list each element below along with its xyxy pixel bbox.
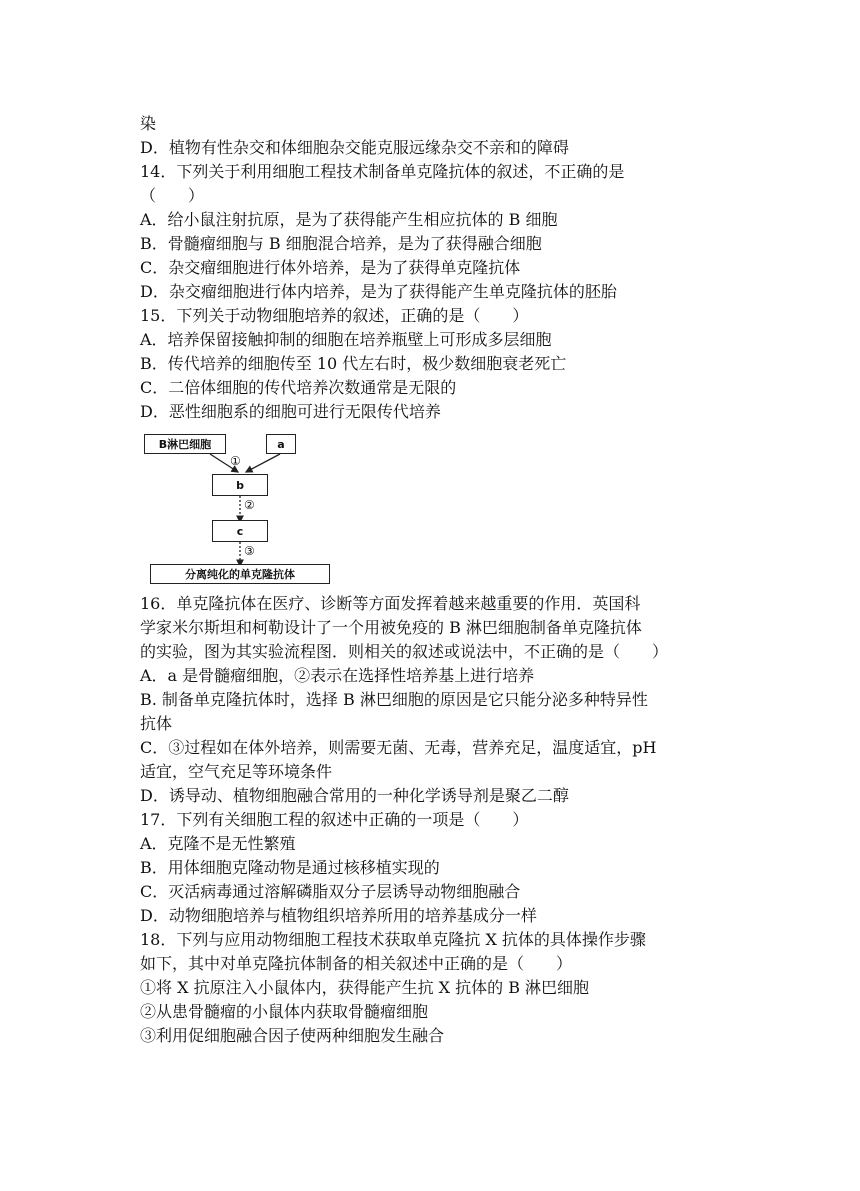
text-line: D．恶性细胞系的细胞可进行无限传代培养: [140, 402, 441, 421]
text-line: 适宜，空气充足等环境条件: [140, 762, 333, 781]
box-b-lymphocyte: B淋巴细胞: [144, 434, 226, 454]
step-1-label: ①: [230, 454, 241, 468]
text-line: A．给小鼠注射抗原，是为了获得能产生相应抗体的 B 细胞: [140, 210, 558, 229]
box-result-antibody: 分离纯化的单克隆抗体: [150, 564, 330, 584]
text-line: B．骨髓瘤细胞与 B 细胞混合培养，是为了获得融合细胞: [140, 234, 542, 253]
text-line: D．植物有性杂交和体细胞杂交能克服远缘杂交不亲和的障碍: [140, 138, 569, 157]
text-line: C．灭活病毒通过溶解磷脂双分子层诱导动物细胞融合: [140, 882, 521, 901]
question-block-14-15: [140, 112, 730, 424]
text-line: 学家米尔斯坦和柯勒设计了一个用被免疫的 B 淋巴细胞制备单克隆抗体: [140, 618, 642, 637]
text-line: ①将 X 抗原注入小鼠体内，获得能产生抗 X 抗体的 B 淋巴细胞: [140, 978, 590, 997]
text-line: B．传代培养的细胞传至 10 代左右时，极少数细胞衰老死亡: [140, 354, 567, 373]
text-line: ②从患骨髓瘤的小鼠体内获取骨髓瘤细胞: [140, 1002, 429, 1021]
text-line: D．动物细胞培养与植物组织培养所用的培养基成分一样: [140, 906, 537, 925]
text-line: 17．下列有关细胞工程的叙述中正确的一项是（ ）: [140, 810, 529, 829]
text-line: ③利用促细胞融合因子使两种细胞发生融合: [140, 1026, 445, 1045]
text-line: 14．下列关于利用细胞工程技术制备单克隆抗体的叙述，不正确的是: [140, 162, 625, 181]
text-line: C．③过程如在体外培养，则需要无菌、无毒，营养充足，温度适宜，pH: [140, 738, 657, 757]
text-line: A．克隆不是无性繁殖: [140, 834, 296, 853]
text-line: 18．下列与应用动物细胞工程技术获取单克隆抗 X 抗体的具体操作步骤: [140, 930, 646, 949]
step-3-label: ③: [244, 544, 255, 558]
text-line: 染: [140, 114, 157, 133]
box-c: c: [212, 520, 268, 542]
question-block-16-18: [140, 592, 730, 1048]
document-page: [140, 112, 730, 1048]
text-line: D．杂交瘤细胞进行体内培养，是为了获得能产生单克隆抗体的胚胎: [140, 282, 617, 301]
text-line: 15．下列关于动物细胞培养的叙述，正确的是（ ）: [140, 306, 529, 325]
text-line: A．a 是骨髓瘤细胞，②表示在选择性培养基上进行培养: [140, 666, 535, 685]
text-line: 抗体: [140, 714, 173, 733]
text-line: D．诱导动、植物细胞融合常用的一种化学诱导剂是聚乙二醇: [140, 786, 569, 805]
text-line: 16．单克隆抗体在医疗、诊断等方面发挥着越来越重要的作用．英国科: [140, 594, 641, 613]
flow-diagram: [140, 432, 340, 584]
step-2-label: ②: [244, 498, 255, 512]
text-line: 如下，其中对单克隆抗体制备的相关叙述中正确的是（ ）: [140, 954, 573, 973]
text-line: （ ）: [140, 186, 205, 205]
text-line: B. 制备单克隆抗体时，选择 B 淋巴细胞的原因是它只能分泌多种特异性: [140, 690, 648, 709]
arrow-a-to-b: [246, 454, 280, 472]
box-a: a: [266, 434, 296, 454]
text-line: A．培养保留接触抑制的细胞在培养瓶壁上可形成多层细胞: [140, 330, 552, 349]
text-line: 的实验，图为其实验流程图．则相关的叙述或说法中，不正确的是（ ）: [140, 642, 669, 661]
box-b: b: [212, 474, 268, 496]
text-line: C．杂交瘤细胞进行体外培养，是为了获得单克隆抗体: [140, 258, 521, 277]
text-line: B．用体细胞克隆动物是通过核移植实现的: [140, 858, 440, 877]
text-line: C．二倍体细胞的传代培养次数通常是无限的: [140, 378, 457, 397]
